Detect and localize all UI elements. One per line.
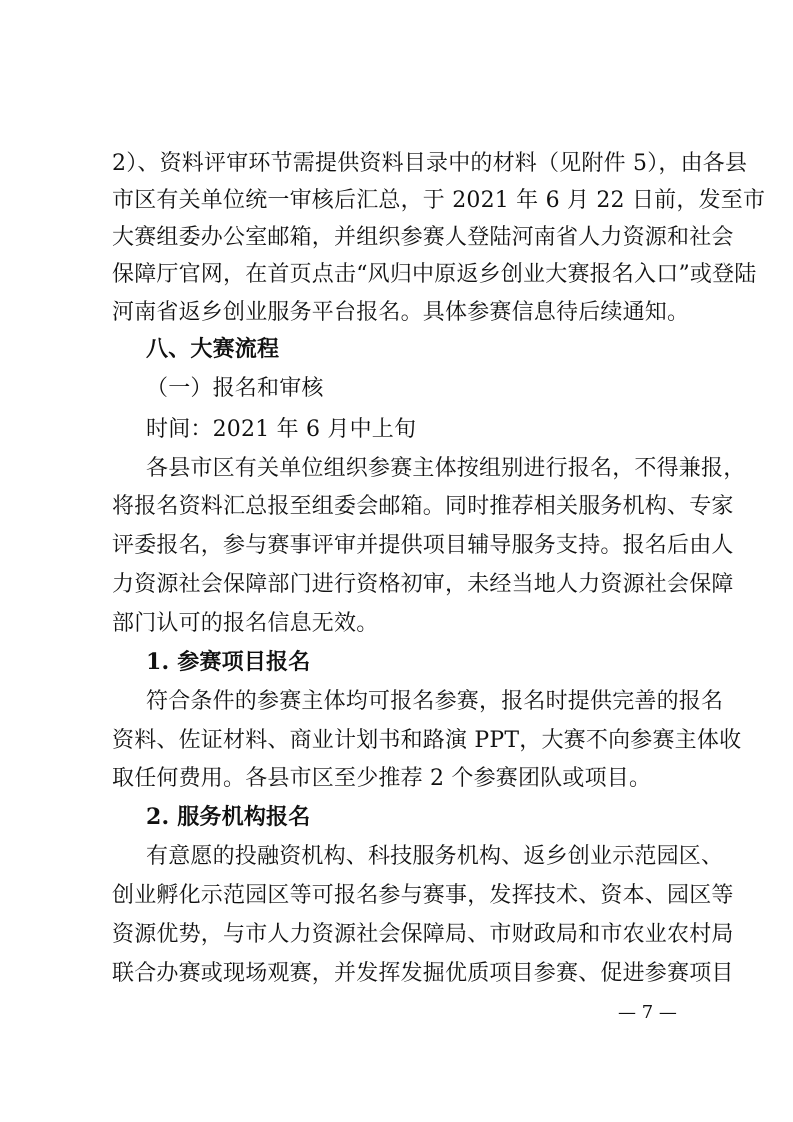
item-heading: 1. 参赛项目报名 [146, 649, 311, 675]
paragraph-line: 资料、佐证材料、商业计划书和路演 PPT，大赛不向参赛主体收 [112, 728, 742, 753]
paragraph-line: 保障厅官网，在首页点击“风归中原返乡创业大赛报名入口”或登陆 [112, 262, 757, 287]
paragraph-line: 力资源社会保障部门进行资格初审，未经当地人力资源社会保障 [112, 572, 734, 597]
paragraph-line: 符合条件的参赛主体均可报名参赛，报名时提供完善的报名 [146, 689, 724, 714]
paragraph-line: 联合办赛或现场观赛，并发挥发掘优质项目参赛、促进参赛项目 [112, 961, 734, 986]
paragraph-line: 市区有关单位统一审核后汇总，于 2021 年 6 月 22 日前，发至市 [112, 188, 766, 213]
paragraph-line: 大赛组委办公室邮箱，并组织参赛人登陆河南省人力资源和社会 [112, 225, 734, 250]
paragraph-line: 2）、资料评审环节需提供资料目录中的材料（见附件 5），由各县 [112, 151, 748, 176]
subsection-heading: （一）报名和审核 [146, 376, 324, 401]
paragraph-line: 河南省返乡创业服务平台报名。具体参赛信息待后续通知。 [112, 300, 690, 325]
section-heading: 八、大赛流程 [146, 337, 280, 362]
paragraph-line: 将报名资料汇总报至组委会邮箱。同时推荐相关服务机构、专家 [112, 494, 734, 519]
paragraph-line: 取任何费用。各县市区至少推荐 2 个参赛团队或项目。 [112, 766, 652, 791]
item-heading: 2. 服务机构报名 [146, 804, 311, 830]
paragraph-line: 资源优势，与市人力资源社会保障局、市财政局和市农业农村局 [112, 922, 734, 947]
paragraph-line: 评委报名，参与赛事评审并提供项目辅导服务支持。报名后由人 [112, 533, 734, 558]
paragraph-line: 各县市区有关单位组织参赛主体按组别进行报名，不得兼报， [146, 456, 746, 481]
paragraph-line: 创业孵化示范园区等可报名参与赛事，发挥技术、资本、园区等 [112, 883, 734, 908]
page-number: — 7 — [618, 1002, 677, 1023]
paragraph-line: 有意愿的投融资机构、科技服务机构、返乡创业示范园区、 [146, 844, 724, 869]
time-line: 时间：2021 年 6 月中上旬 [146, 417, 417, 442]
paragraph-line: 部门认可的报名信息无效。 [112, 611, 379, 636]
